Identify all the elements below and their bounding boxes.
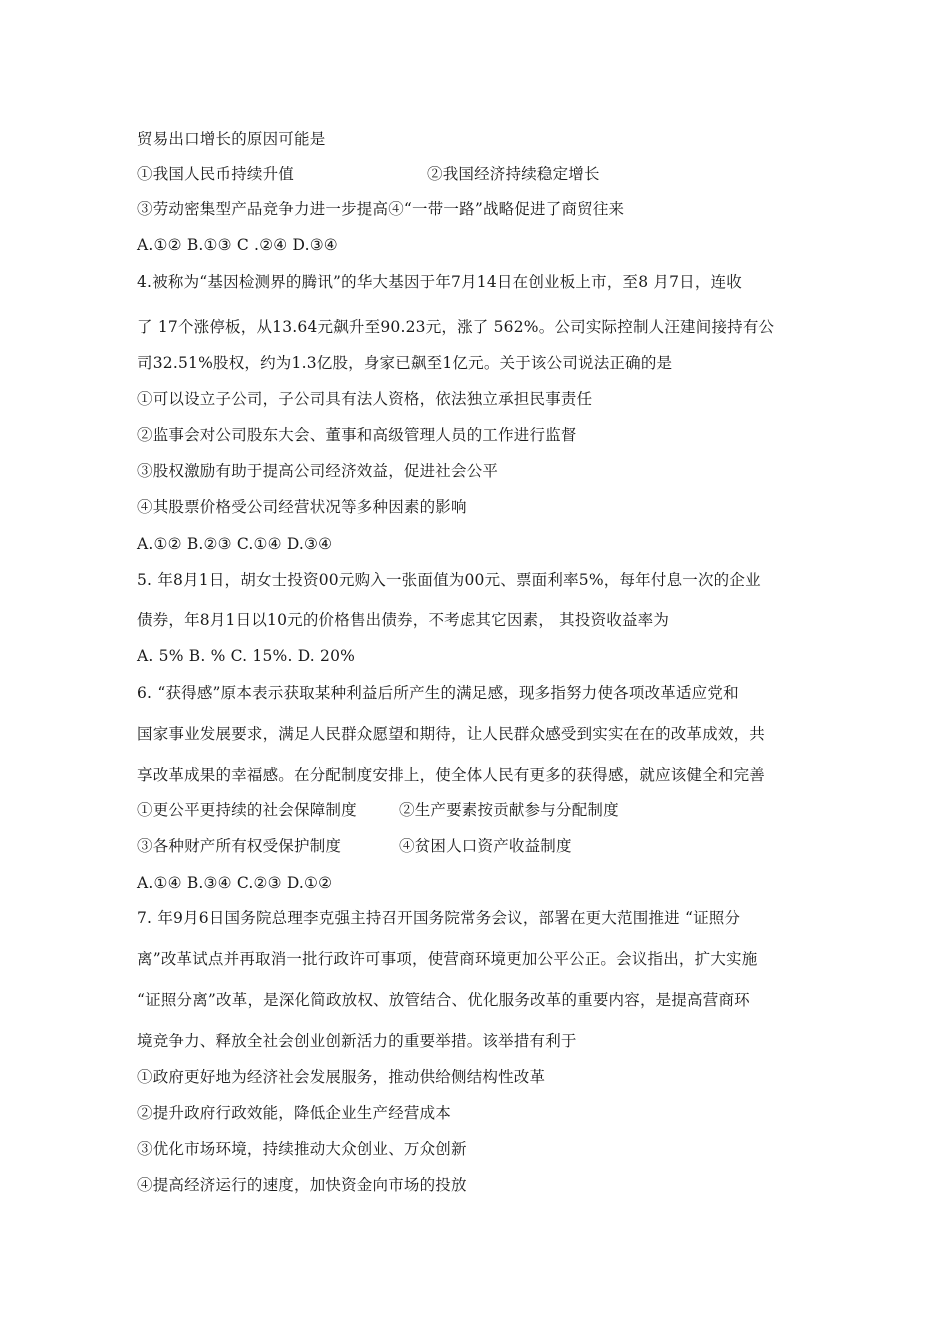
q7-stem-line-4: 境竞争力、释放全社会创业创新活力的重要举措。该举措有利于 [137,1032,577,1050]
q5-stem-line-1: 5. 年8月1日，胡女士投资00元购入一张面值为00元、票面利率5%，每年付息一次的企业 [137,571,761,589]
q4-option-3: ③股权激励有助于提高公司经济效益，促进社会公平 [137,462,499,480]
q6-option-4: ④贫困人口资产收益制度 [399,837,572,855]
q4-option-4: ④其股票价格受公司经营状况等多种因素的影响 [137,498,467,516]
q7-stem-line-1: 7. 年9月6日国务院总理李克强主持召开国务院常务会议，部署在更大范围推进 “证照分 [137,909,741,927]
q6-option-1: ①更公平更持续的社会保障制度 [137,801,357,819]
q5-stem-line-2: 债券，年8月1日以10元的价格售出债券，不考虑其它因素， 其投资收益率为 [137,611,670,629]
q7-stem-line-2: 离”改革试点并再取消一批行政许可事项，使营商环境更加公平公正。会议指出，扩大实施 [137,950,758,968]
q6-option-2: ②生产要素按贡献参与分配制度 [399,801,619,819]
q4-stem-line-1: 4.被称为“基因检测界的腾讯”的华大基因于年7月14日在创业板上市，至8 月7日，连收 [137,273,742,291]
q3-options-row-2: ③劳动密集型产品竞争力进一步提高④“一带一路”战略促进了商贸往来 [137,200,625,218]
q7-option-1: ①政府更好地为经济社会发展服务，推动供给侧结构性改革 [137,1068,546,1086]
q7-option-2: ②提升政府行政效能，降低企业生产经营成本 [137,1104,452,1122]
q6-options-row-1 [137,800,619,820]
q4-option-2: ②监事会对公司股东大会、董事和高级管理人员的工作进行监督 [137,426,577,444]
q6-answers: A.①④ B.③④ C.②③ D.①② [137,874,333,892]
q6-option-3: ③各种财产所有权受保护制度 [137,837,342,855]
q3-answers: A.①② B.①③ C .②④ D.③④ [137,236,338,254]
q4-answers: A.①② B.②③ C.①④ D.③④ [137,535,333,553]
q4-stem-line-3: 司32.51%股权，约为1.3亿股，身家已飙至1亿元。关于该公司说法正确的是 [137,354,673,372]
q3-option-2: ②我国经济持续稳定增长 [427,165,600,183]
q6-stem-line-1: 6. “获得感”原本表示获取某种利益后所产生的满足感，现多指努力使各项改革适应党和 [137,684,739,702]
q3-options-row-1 [137,164,600,184]
q7-option-3: ③优化市场环境，持续推动大众创业、万众创新 [137,1140,467,1158]
q6-stem-line-3: 享改革成果的幸福感。在分配制度安排上，使全体人民有更多的获得感，就应该健全和完善 [137,766,766,784]
q5-answers: A. 5% B. % C. 15%. D. 20% [137,647,356,665]
q3-stem-tail: 贸易出口增长的原因可能是 [137,130,326,148]
q7-stem-line-3: “证照分离”改革，是深化简政放权、放管结合、优化服务改革的重要内容，是提高营商环 [137,991,750,1009]
q6-stem-line-2: 国家事业发展要求，满足人民群众愿望和期待，让人民群众感受到实实在在的改革成效，共 [137,725,766,743]
q6-options-row-2 [137,836,572,856]
q4-stem-line-2: 了 17个涨停板，从13.64元飙升至90.23元，涨了 562%。公司实际控制人汪建间接持有公 [137,318,775,336]
q4-option-1: ①可以设立子公司，子公司具有法人资格，依法独立承担民事责任 [137,390,593,408]
q7-option-4: ④提高经济运行的速度，加快资金向市场的投放 [137,1176,467,1194]
q3-option-1: ①我国人民币持续升值 [137,165,295,183]
